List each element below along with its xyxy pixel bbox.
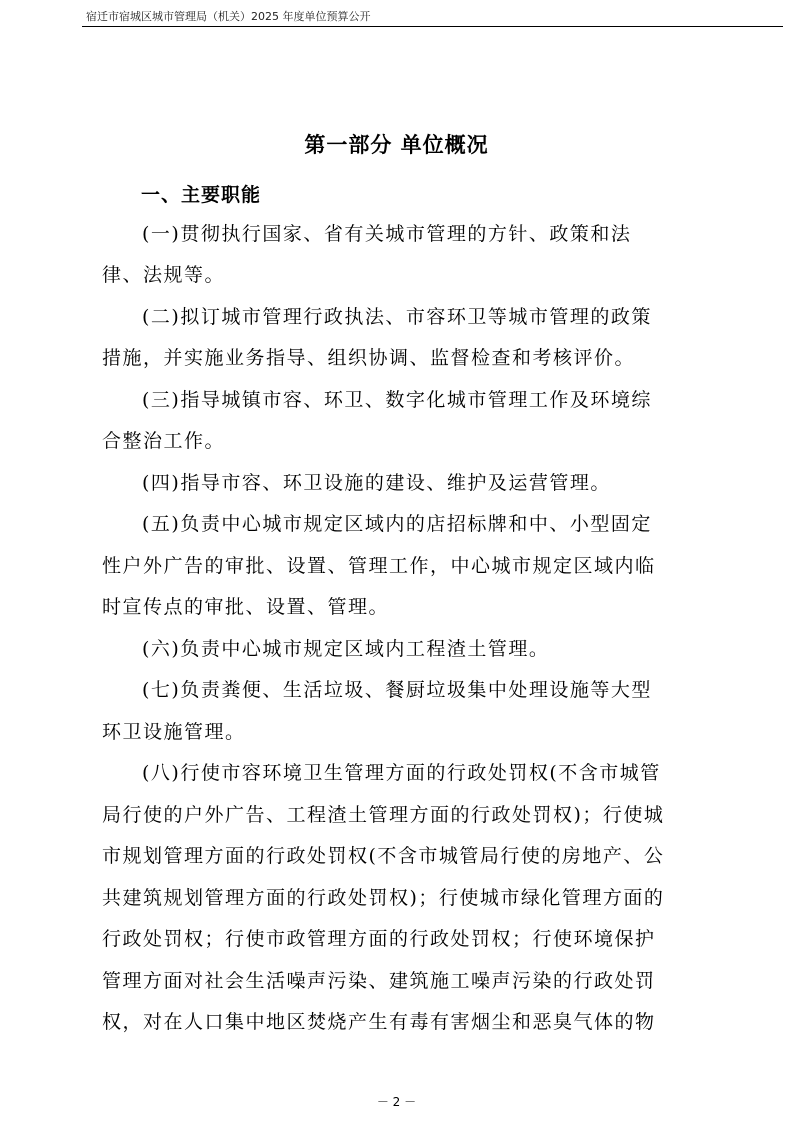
body-line: 性户外广告的审批、设置、管理工作，中心城市规定区域内临 (102, 555, 656, 577)
body-line: 局行使的户外广告、工程渣土管理方面的行政处罚权)；行使城 (102, 804, 665, 826)
body-line: (五)负责中心城市规定区域内的店招标牌和中、小型固定 (142, 513, 652, 535)
body-line: (一)贯彻执行国家、省有关城市管理的方针、政策和法 (142, 223, 632, 245)
body-line: (四)指导市容、环卫设施的建设、维护及运营管理。 (142, 472, 611, 494)
body-line: (八)行使市容环境卫生管理方面的行政处罚权(不含市城管 (142, 762, 661, 784)
body-line: 措施，并实施业务指导、组织协调、监督检查和考核评价。 (102, 347, 636, 369)
body-line: (三)指导城镇市容、环卫、数字化城市管理工作及环境综 (142, 389, 652, 411)
body-line: (七)负责粪便、生活垃圾、餐厨垃圾集中处理设施等大型 (142, 679, 652, 701)
part-title: 第一部分 单位概况 (304, 133, 489, 157)
body-line: 管理方面对社会生活噪声污染、建筑施工噪声污染的行政处罚 (102, 970, 656, 992)
page-number: － 2 － (376, 1095, 417, 1109)
body-line: 权，对在人口集中地区焚烧产生有毒有害烟尘和恶臭气体的物 (102, 1011, 656, 1033)
body-line: 共建筑规划管理方面的行政处罚权)；行使城市绿化管理方面的 (102, 887, 665, 909)
body-line: (二)拟订城市管理行政执法、市容环卫等城市管理的政策 (142, 306, 652, 328)
body-line: 市规划管理方面的行政处罚权(不含市城管局行使的房地产、公 (102, 845, 665, 867)
body-line: 时宣传点的审批、设置、管理。 (102, 596, 390, 618)
section-heading: 一、主要职能 (141, 184, 262, 206)
body-line: 律、法规等。 (102, 264, 226, 286)
running-header: 宿迁市宿城区城市管理局（机关）2025 年度单位预算公开 (86, 10, 371, 23)
body-line: 行政处罚权；行使市政管理方面的行政处罚权；行使环境保护 (102, 928, 656, 950)
header-rule (82, 26, 783, 27)
body-line: (六)负责中心城市规定区域内工程渣土管理。 (142, 638, 550, 660)
body-line: 环卫设施管理。 (102, 721, 246, 743)
body-line: 合整治工作。 (102, 430, 226, 452)
